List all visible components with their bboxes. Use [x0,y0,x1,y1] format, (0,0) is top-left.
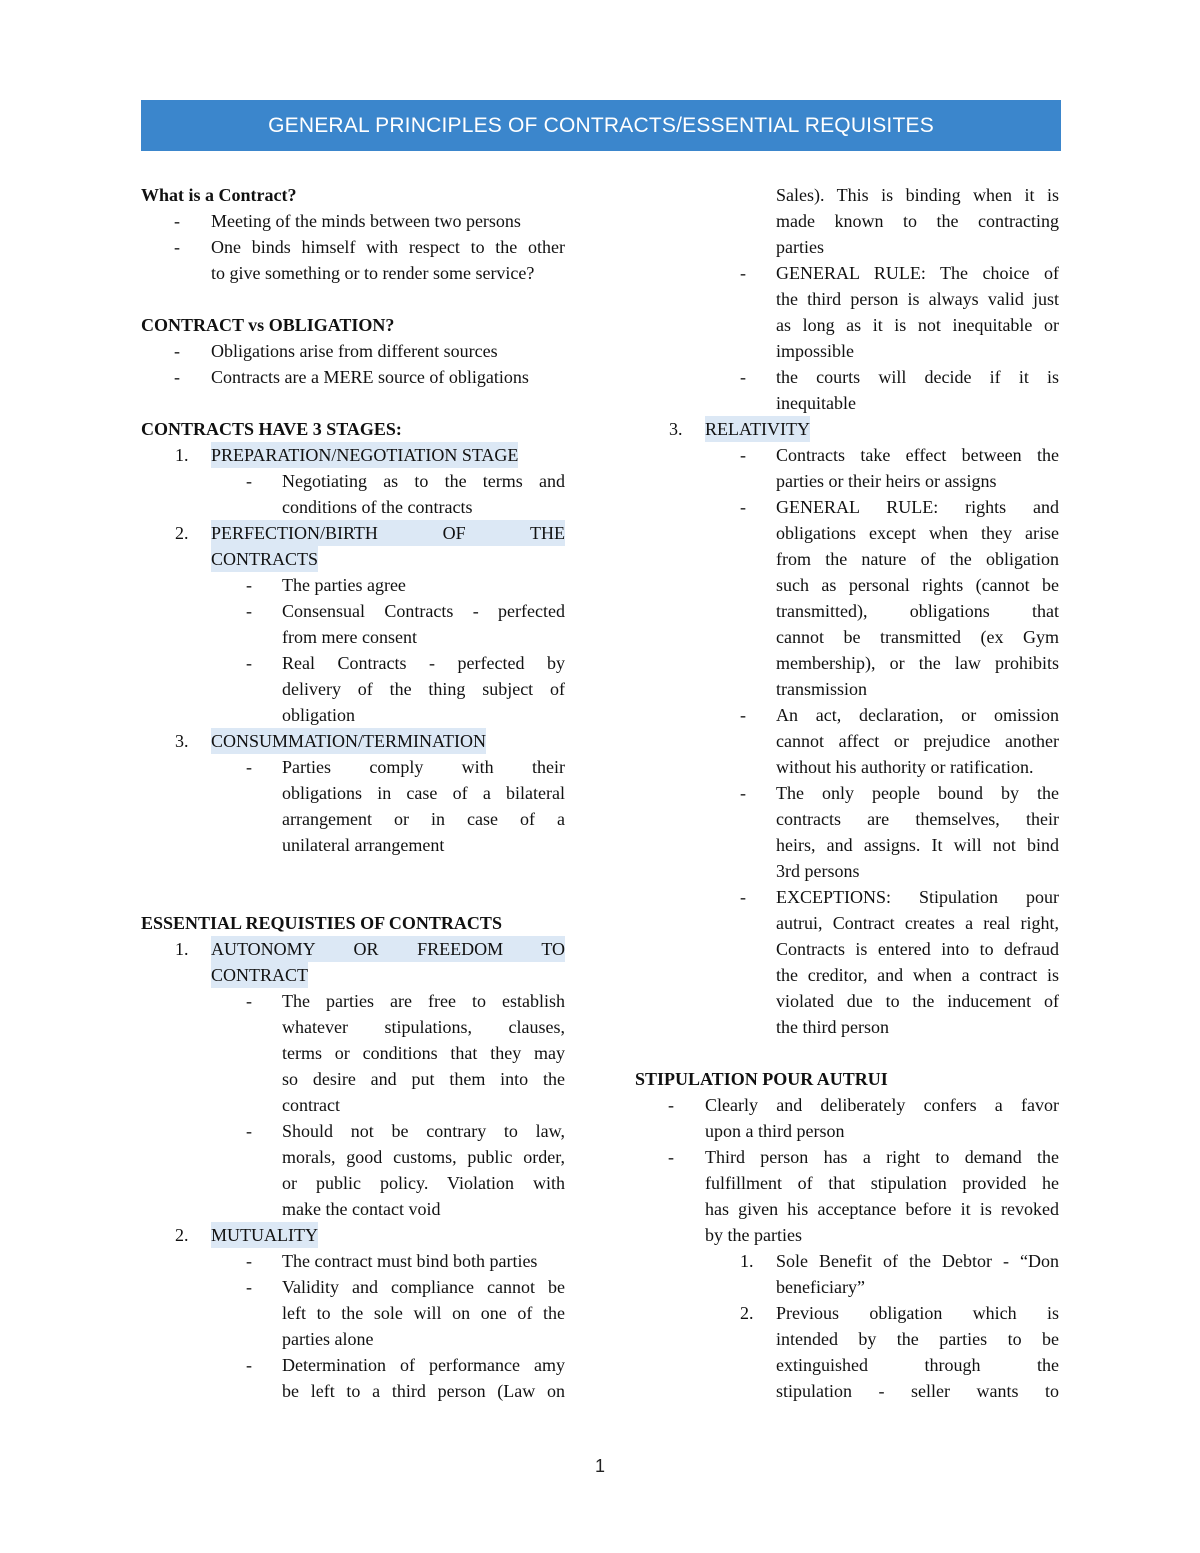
dash-bullet-icon: - [246,1121,252,1141]
line-text: cannot be transmitted (ex Gym [776,627,1059,647]
continuation-line [635,806,1059,832]
numbered-item [141,520,565,546]
line-text: fulfillment of that stipulation provided he [705,1173,1059,1193]
continuation-line [635,1222,1059,1248]
section-heading [141,910,565,936]
line-text: AUTONOMY OR FREEDOM TO [211,936,565,962]
continuation-line [635,988,1059,1014]
dash-bullet-icon: - [246,601,252,621]
bullet-item [141,364,565,390]
line-text: be left to a third person (Law on [282,1381,565,1401]
continuation-line [635,1170,1059,1196]
bullet-item [141,598,565,624]
continuation-line [635,1118,1059,1144]
section-heading [141,416,565,442]
continuation-line [635,858,1059,884]
line-text: Contracts is entered into to defraud [776,939,1059,959]
continuation-line [635,182,1059,208]
item-number: 1. [175,445,189,465]
line-text: The parties agree [282,575,406,595]
line-text: RELATIVITY [705,416,810,442]
continuation-line [635,650,1059,676]
continuation-line [141,1300,565,1326]
blank-line [635,1040,1059,1066]
dash-bullet-icon: - [246,991,252,1011]
dash-bullet-icon: - [246,1277,252,1297]
continuation-line [635,520,1059,546]
line-text: GENERAL RULE: The choice of [776,263,1059,283]
item-number: 2. [175,523,189,543]
numbered-item [141,1222,565,1248]
continuation-line [635,754,1059,780]
continuation-line [141,1040,565,1066]
bullet-item [141,650,565,676]
continuation-line [141,1092,565,1118]
continuation-line [635,1014,1059,1040]
line-text: to give something or to render some service? [211,263,535,283]
continuation-line [635,234,1059,260]
line-text: parties alone [282,1329,374,1349]
dash-bullet-icon: - [740,705,746,725]
line-text: Contracts take effect between the [776,445,1059,465]
continuation-line [635,1274,1059,1300]
line-text: make the contact void [282,1199,441,1219]
continuation-line [635,1326,1059,1352]
line-text: without his authority or ratification. [776,757,1034,777]
continuation-line [141,1144,565,1170]
line-text: CONTRACTS HAVE 3 STAGES: [141,419,402,439]
line-text: conditions of the contracts [282,497,473,517]
bullet-item [141,988,565,1014]
bullet-item [635,884,1059,910]
bullet-item [141,234,565,260]
dash-bullet-icon: - [668,1147,674,1167]
continuation-line [635,1352,1059,1378]
line-text: delivery of the thing subject of [282,679,565,699]
dash-bullet-icon: - [740,497,746,517]
line-text: or public policy. Violation with [282,1173,565,1193]
continuation-line [141,1326,565,1352]
dash-bullet-icon: - [740,263,746,283]
line-text: MUTUALITY [211,1222,318,1248]
line-text: Should not be contrary to law, [282,1121,565,1141]
line-text: intended by the parties to be [776,1329,1059,1349]
continuation-line [141,832,565,858]
line-text: STIPULATION POUR AUTRUI [635,1069,888,1089]
dash-bullet-icon: - [246,1355,252,1375]
blank-line [141,858,565,884]
item-number: 2. [740,1303,754,1323]
line-text: violated due to the inducement of [776,991,1059,1011]
line-text: as long as it is not inequitable or [776,315,1059,335]
continuation-line [635,1196,1059,1222]
item-number: 3. [669,419,683,439]
line-text: beneficiary” [776,1277,865,1297]
continuation-line [635,728,1059,754]
bullet-item [141,1118,565,1144]
continuation-line [141,1378,565,1404]
continuation-line [141,260,565,286]
line-text: has given his acceptance before it is revoked [705,1199,1059,1219]
continuation-line [635,962,1059,988]
continuation-line [141,780,565,806]
continuation-line [635,546,1059,572]
bullet-item [635,702,1059,728]
line-text: Sales). This is binding when it is [776,185,1059,205]
line-text: obligations in case of a bilateral [282,783,565,803]
line-text: An act, declaration, or omission [776,705,1059,725]
line-text: the third person [776,1017,889,1037]
line-text: so desire and put them into the [282,1069,565,1089]
dash-bullet-icon: - [668,1095,674,1115]
continuation-line [141,962,565,988]
bullet-item [635,1092,1059,1118]
line-text: upon a third person [705,1121,845,1141]
left-column [141,182,565,1404]
continuation-line [141,546,565,572]
line-text: arrangement or in case of a [282,809,565,829]
bullet-item [141,572,565,598]
line-text: left to the sole will on one of the [282,1303,565,1323]
line-text: parties or their heirs or assigns [776,471,997,491]
line-text: CONSUMMATION/TERMINATION [211,728,486,754]
line-text: Third person has a right to demand the [705,1147,1059,1167]
line-text: Consensual Contracts - perfected [282,601,565,621]
continuation-line [635,572,1059,598]
continuation-line [635,832,1059,858]
item-number: 3. [175,731,189,751]
line-text: contract [282,1095,340,1115]
dash-bullet-icon: - [246,653,252,673]
bullet-item [141,1352,565,1378]
line-text: Validity and compliance cannot be [282,1277,565,1297]
continuation-line [141,676,565,702]
page-number: 1 [594,1456,605,1476]
right-column [635,182,1059,1404]
line-text: Negotiating as to the terms and [282,471,565,491]
continuation-line [635,910,1059,936]
continuation-line [141,1196,565,1222]
line-text: extinguished through the [776,1355,1059,1375]
blank-line [141,390,565,416]
continuation-line [141,1170,565,1196]
line-text: transmission [776,679,868,699]
numbered-item [141,728,565,754]
line-text: whatever stipulations, clauses, [282,1017,565,1037]
line-text: cannot affect or prejudice another [776,731,1059,751]
section-title: GENERAL PRINCIPLES OF CONTRACTS/ESSENTIAL REQUISITES [268,113,934,137]
line-text: The parties are free to establish [282,991,565,1011]
line-text: made known to the contracting [776,211,1059,231]
line-text: from mere consent [282,627,417,647]
bullet-item [635,1144,1059,1170]
dash-bullet-icon: - [174,367,180,387]
line-text: impossible [776,341,855,361]
bullet-item [635,780,1059,806]
continuation-line [635,936,1059,962]
blank-line [141,286,565,312]
bullet-item [141,468,565,494]
continuation-line [635,1378,1059,1404]
line-text: stipulation - seller wants to [776,1381,1059,1401]
bullet-item [635,260,1059,286]
line-text: parties [776,237,824,257]
line-text: the creditor, and when a contract is [776,965,1059,985]
line-text: CONTRACT vs OBLIGATION? [141,315,395,335]
line-text: the third person is always valid just [776,289,1059,309]
continuation-line [141,624,565,650]
continuation-line [141,1014,565,1040]
dash-bullet-icon: - [246,1251,252,1271]
line-text: The only people bound by the [776,783,1059,803]
line-text: Real Contracts - perfected by [282,653,565,673]
line-text: The contract must bind both parties [282,1251,538,1271]
line-text: membership), or the law prohibits [776,653,1059,673]
continuation-line [635,390,1059,416]
line-text: Parties comply with their [282,757,565,777]
continuation-line [635,468,1059,494]
line-text: Previous obligation which is [776,1303,1059,1323]
numbered-item [635,416,1059,442]
line-text: ESSENTIAL REQUISTIES OF CONTRACTS [141,913,502,933]
line-text: inequitable [776,393,856,413]
dash-bullet-icon: - [174,211,180,231]
dash-bullet-icon: - [174,237,180,257]
line-text: terms or conditions that they may [282,1043,565,1063]
line-text: unilateral arrangement [282,835,445,855]
line-text: Contracts are a MERE source of obligations [211,367,529,387]
blank-line [141,884,565,910]
line-text: EXCEPTIONS: Stipulation pour [776,887,1059,907]
line-text: What is a Contract? [141,185,297,205]
line-text: CONTRACT [211,962,308,988]
section-heading [141,182,565,208]
line-text: Obligations arise from different sources [211,341,498,361]
bullet-item [141,1248,565,1274]
dash-bullet-icon: - [740,887,746,907]
line-text: obligations except when they arise [776,523,1059,543]
section-title-banner [141,100,1061,151]
numbered-item [635,1248,1059,1274]
line-text: PREPARATION/NEGOTIATION STAGE [211,442,518,468]
dash-bullet-icon: - [740,783,746,803]
dash-bullet-icon: - [246,471,252,491]
continuation-line [141,494,565,520]
continuation-line [141,702,565,728]
continuation-line [635,624,1059,650]
continuation-line [635,286,1059,312]
numbered-item [635,1300,1059,1326]
dash-bullet-icon: - [740,367,746,387]
line-text: GENERAL RULE: rights and [776,497,1059,517]
line-text: 3rd persons [776,861,860,881]
item-number: 1. [740,1251,754,1271]
continuation-line [635,338,1059,364]
line-text: obligation [282,705,355,725]
continuation-line [141,806,565,832]
bullet-item [635,364,1059,390]
line-text: Clearly and deliberately confers a favor [705,1095,1059,1115]
continuation-line [635,676,1059,702]
section-heading [141,312,565,338]
line-text: Sole Benefit of the Debtor - “Don [776,1251,1059,1271]
bullet-item [141,754,565,780]
continuation-line [635,312,1059,338]
line-text: Determination of performance amy [282,1355,565,1375]
dash-bullet-icon: - [174,341,180,361]
bullet-item [141,208,565,234]
line-text: contracts are themselves, their [776,809,1059,829]
bullet-item [635,442,1059,468]
numbered-item [141,442,565,468]
continuation-line [141,1066,565,1092]
line-text: by the parties [705,1225,802,1245]
bullet-item [635,494,1059,520]
dash-bullet-icon: - [246,757,252,777]
numbered-item [141,936,565,962]
line-text: from the nature of the obligation [776,549,1059,569]
continuation-line [635,208,1059,234]
line-text: autrui, Contract creates a real right, [776,913,1059,933]
line-text: One binds himself with respect to the other [211,237,565,257]
line-text: PERFECTION/BIRTH OF THE [211,520,565,546]
dash-bullet-icon: - [740,445,746,465]
item-number: 2. [175,1225,189,1245]
line-text: Meeting of the minds between two persons [211,211,521,231]
bullet-item [141,338,565,364]
line-text: morals, good customs, public order, [282,1147,565,1167]
line-text: the courts will decide if it is [776,367,1059,387]
line-text: CONTRACTS [211,546,318,572]
line-text: transmitted), obligations that [776,601,1059,621]
continuation-line [635,598,1059,624]
section-heading [635,1066,1059,1092]
line-text: such as personal rights (cannot be [776,575,1059,595]
dash-bullet-icon: - [246,575,252,595]
bullet-item [141,1274,565,1300]
line-text: heirs, and assigns. It will not bind [776,835,1059,855]
item-number: 1. [175,939,189,959]
